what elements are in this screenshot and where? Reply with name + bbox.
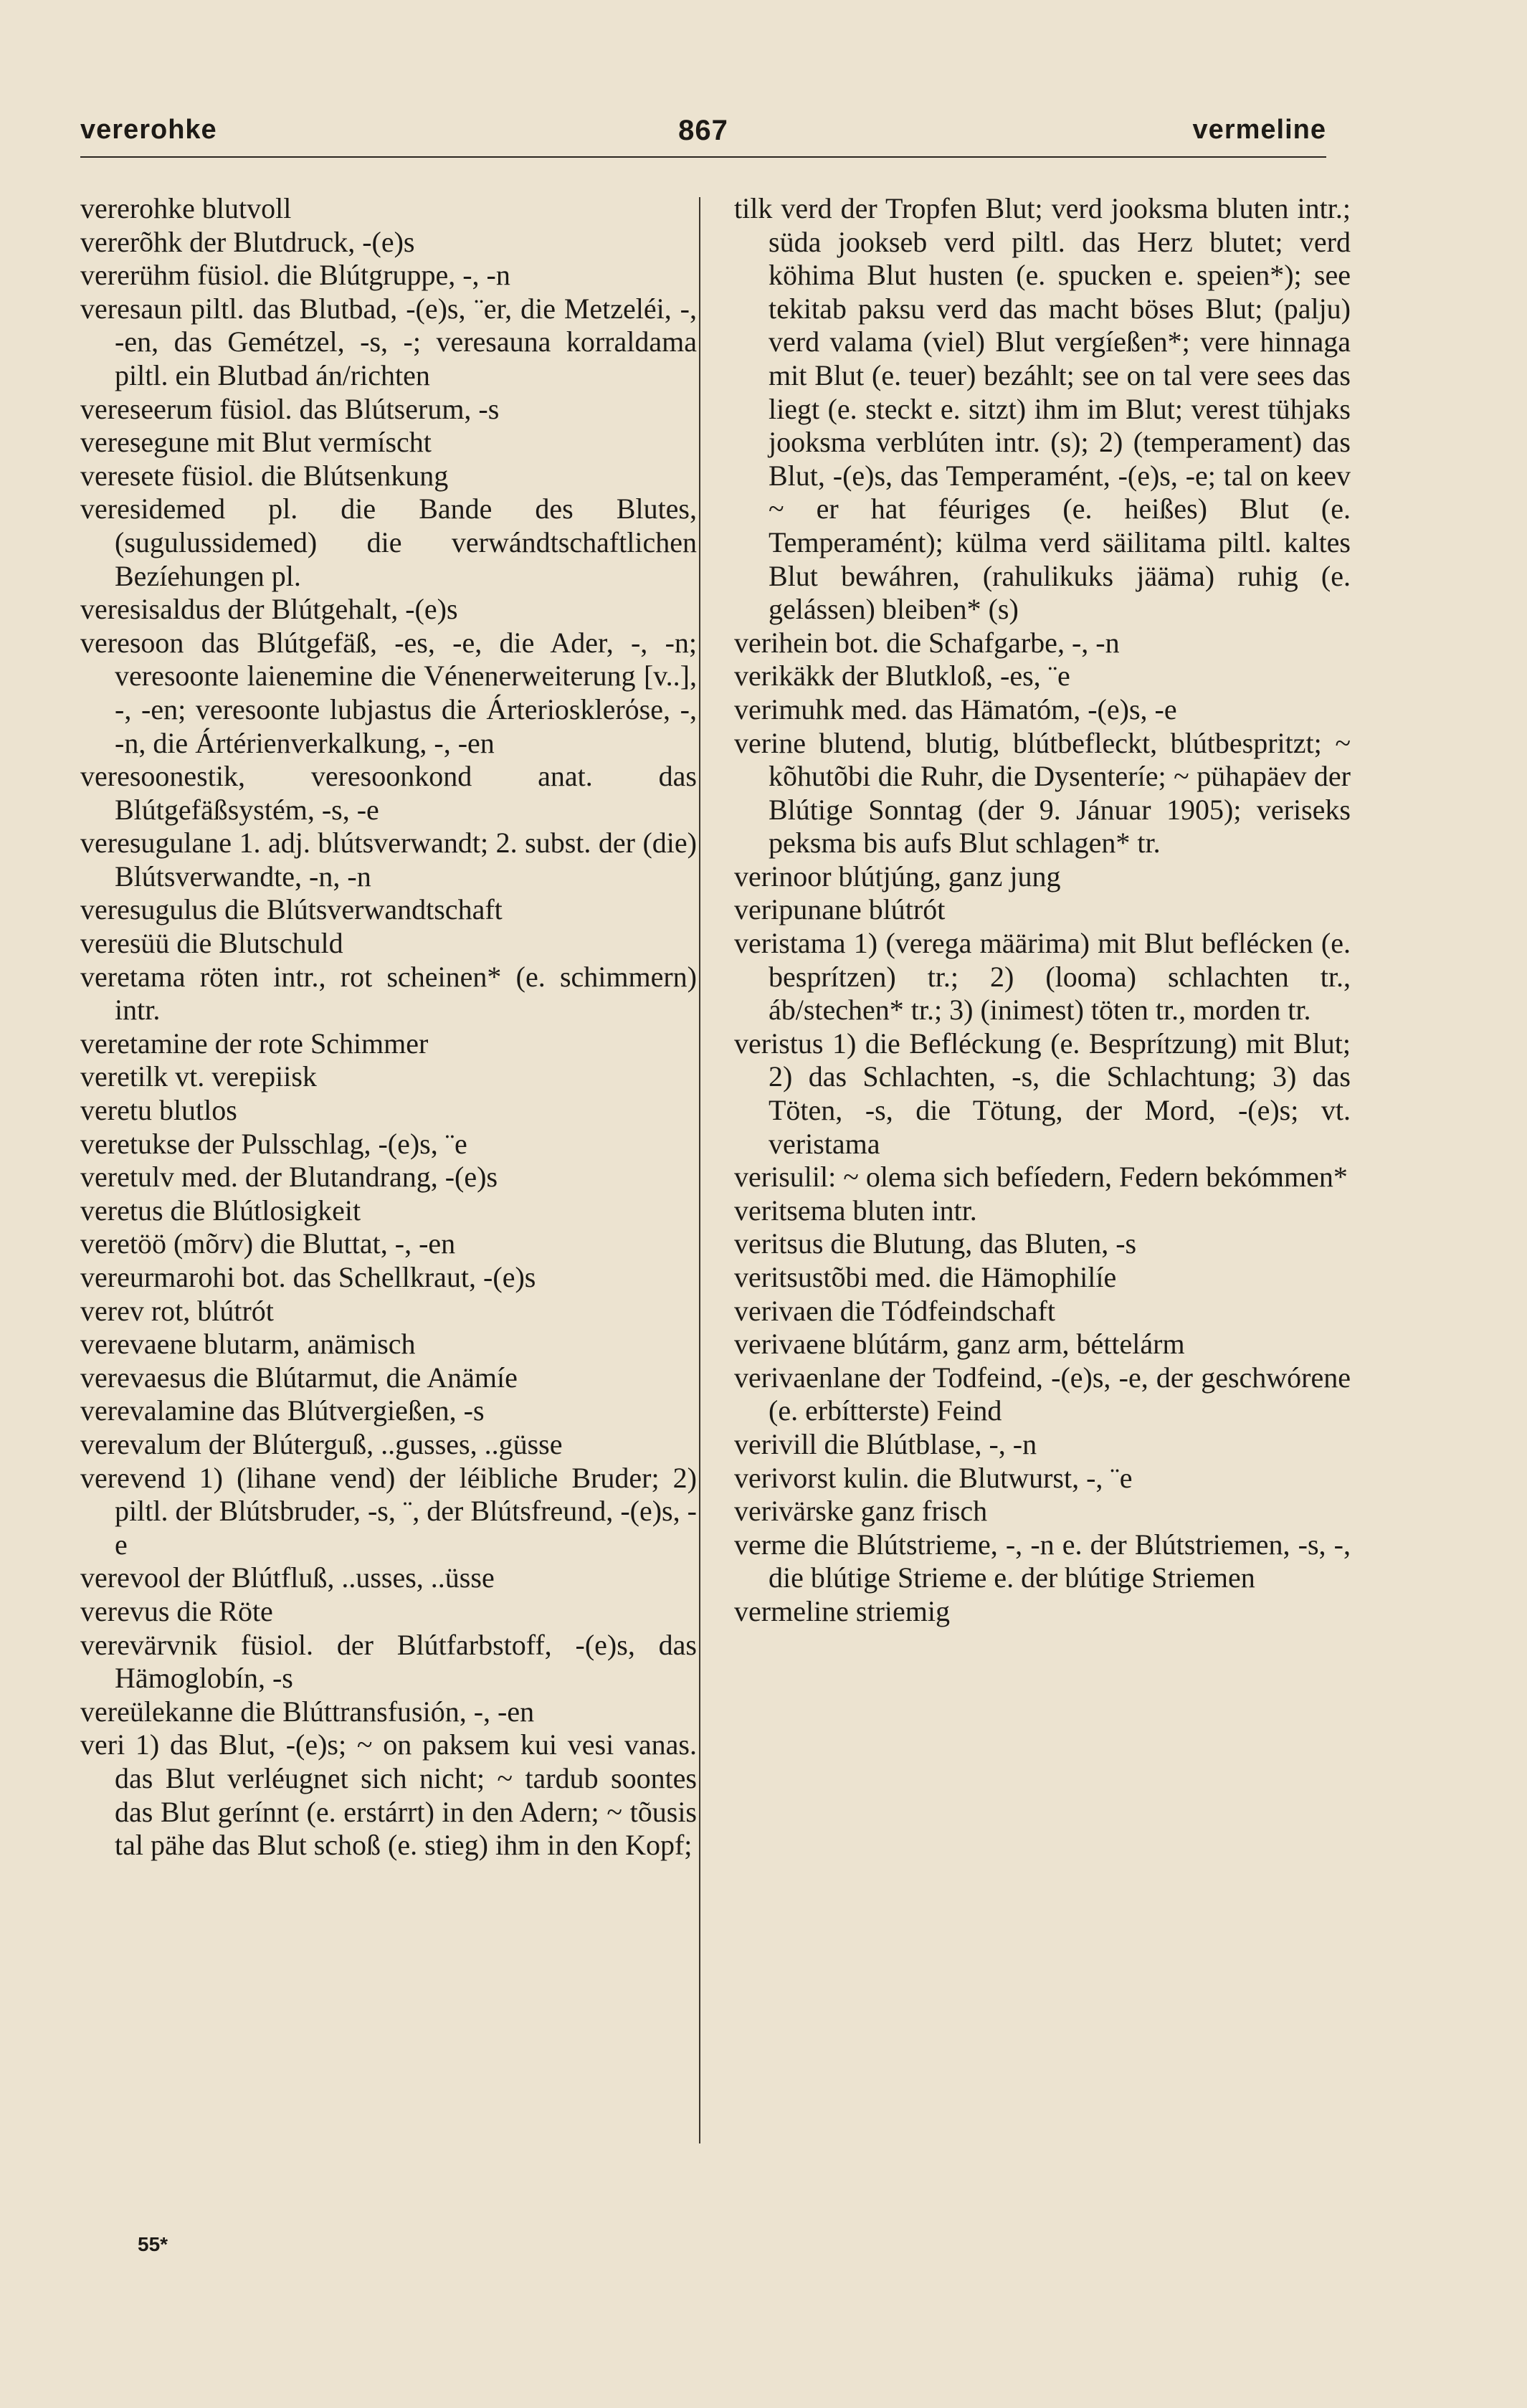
dictionary-entry: veritsus die Blutung, das Bluten, -s bbox=[734, 1227, 1137, 1260]
dictionary-entry: veri 1) das Blut, -(e)s; ~ on paksem kui vesi vanas. das Blut verléugnet sich nicht; ~ tardub soontes das Blut gerínnt (e. erstárrt) in den Adern; ~ tõusis tal pähe das Blut schoß (e. stieg) ihm in den Kopf; bbox=[80, 1728, 697, 1862]
dictionary-entry: verivill die Blútblase, -, -n bbox=[734, 1427, 1037, 1460]
dictionary-entry: verivärske ganz frisch bbox=[734, 1495, 988, 1528]
dictionary-entry: verikäkk der Blutkloß, -es, ¨e bbox=[734, 660, 1070, 693]
dictionary-entry: veristama 1) (verega määrima) mit Blut beflécken (e. besprítzen) tr.; 2) (looma) schlachten tr., áb/stechen* tr.; 3) (inimest) töten tr., morden tr. bbox=[734, 927, 1351, 1027]
right-guide-word: vermeline bbox=[1192, 115, 1326, 145]
dictionary-entry: tilk verd der Tropfen Blut; verd jooksma bluten intr.; süda jookseb verd piltl. das Herz blutet; verd köhima Blut husten (e. spucken e. speien*); see tekitab paksu verd das macht böses Blut; (palju) verd valama (viel) Blut vergíeßen*; vere hinnaga mit Blut (e. teuer) bezáhlt; see on tal vere sees das liegt (e. steckt e. sitzt) ihm im Blut; verest tühjaks jooksma verblúten intr. (s); 2) (temperament) das Blut, -(e)s, das Temperamént, -(e)s, -e; tal on keev ~ er hat féuriges (e. heißes) Blut (e. Temperamént); külma verd säilitama piltl. kaltes Blut bewáhren, (rahulikuks jääma) ruhig (e. gelássen) bleiben* (s) bbox=[734, 192, 1351, 626]
dictionary-entry: verivaen die Tódfeindschaft bbox=[734, 1294, 1055, 1327]
dictionary-entry: veresete füsiol. die Blútsenkung bbox=[80, 459, 449, 492]
dictionary-entry: veretukse der Pulsschlag, -(e)s, ¨e bbox=[80, 1127, 467, 1160]
column-divider bbox=[699, 197, 700, 2143]
dictionary-entry: verevaesus die Blútarmut, die Anämíe bbox=[80, 1361, 518, 1394]
dictionary-entry: verivaenlane der Todfeind, -(e)s, -e, der geschwórene (e. erbítterste) Feind bbox=[734, 1361, 1351, 1427]
dictionary-entry: vererühm füsiol. die Blútgruppe, -, -n bbox=[80, 259, 510, 292]
dictionary-entry: veresüü die Blutschuld bbox=[80, 927, 343, 960]
dictionary-entry: vereülekanne die Blúttransfusión, -, -en bbox=[80, 1695, 535, 1728]
dictionary-entry: veresegune mit Blut vermíscht bbox=[80, 426, 432, 459]
dictionary-entry: verme die Blútstrieme, -, -n e. der Blútstriemen, -s, -, die blútige Strieme e. der blútige Striemen bbox=[734, 1528, 1351, 1594]
dictionary-entry: verevärvnik füsiol. der Blútfarbstoff, -(e)s, das Hämoglobín, -s bbox=[80, 1628, 697, 1695]
page-number: 867 bbox=[678, 115, 728, 146]
dictionary-entry: veritsema bluten intr. bbox=[734, 1194, 977, 1227]
dictionary-entry: veretulv med. der Blutandrang, -(e)s bbox=[80, 1161, 498, 1194]
dictionary-entry: vereseerum füsiol. das Blútserum, -s bbox=[80, 392, 500, 425]
signature-mark: 55* bbox=[138, 2233, 168, 2255]
dictionary-entry: vereurmarohi bot. das Schellkraut, -(e)s bbox=[80, 1261, 536, 1293]
left-column bbox=[80, 192, 697, 1862]
dictionary-entry: vermeline striemig bbox=[734, 1594, 951, 1627]
header-rule bbox=[80, 156, 1326, 158]
dictionary-entry: verivorst kulin. die Blutwurst, -, ¨e bbox=[734, 1461, 1133, 1494]
dictionary-entry: veristus 1) die Befléckung (e. Besprítzung) mit Blut; 2) das Schlachten, -s, die Schlachtung; 3) das Töten, -s, die Tötung, der Mord, -(e)s; vt. veristama bbox=[734, 1027, 1351, 1160]
dictionary-entry: verinoor blútjúng, ganz jung bbox=[734, 860, 1061, 893]
dictionary-entry: veretilk vt. verepiisk bbox=[80, 1060, 317, 1093]
dictionary-entry: veretama röten intr., rot scheinen* (e. schimmern) intr. bbox=[80, 960, 697, 1027]
dictionary-entry: vererõhk der Blutdruck, -(e)s bbox=[80, 225, 415, 258]
dictionary-entry: verevend 1) (lihane vend) der léibliche Bruder; 2) piltl. der Blútsbruder, -s, ¨, der Blútsfreund, -(e)s, -e bbox=[80, 1461, 697, 1561]
dictionary-entry: verimuhk med. das Hämatóm, -(e)s, -e bbox=[734, 693, 1177, 725]
dictionary-entry: verisulil: ~ olema sich befíedern, Federn bekómmen* bbox=[734, 1161, 1348, 1194]
dictionary-entry: veretu blutlos bbox=[80, 1094, 237, 1127]
dictionary-entry: vererohke blutvoll bbox=[80, 192, 292, 224]
dictionary-entry: veretamine der rote Schimmer bbox=[80, 1027, 429, 1060]
left-guide-word: vererohke bbox=[80, 115, 217, 145]
dictionary-entry: veretus die Blútlosigkeit bbox=[80, 1194, 361, 1227]
dictionary-entry: veresisaldus der Blútgehalt, -(e)s bbox=[80, 593, 458, 626]
dictionary-entry: veresoonestik, veresoonkond anat. das Blútgefäßsystém, -s, -e bbox=[80, 760, 697, 826]
dictionary-entry: veresoon das Blútgefäß, -es, -e, die Ader, -, -n; veresoonte laienemine die Vénenerweiterung [v..], -, -en; veresoonte lubjastus die Árteriosklerόse, -, -n, die Ártérienverkalkung, -, -en bbox=[80, 626, 697, 759]
dictionary-entry: verevus die Röte bbox=[80, 1594, 273, 1627]
dictionary-entry: verevalamine das Blútvergießen, -s bbox=[80, 1394, 485, 1427]
dictionary-entry: verivaene blútárm, ganz arm, béttelárm bbox=[734, 1328, 1185, 1361]
dictionary-entry: verev rot, blútrót bbox=[80, 1294, 274, 1327]
dictionary-entry: veresaun piltl. das Blutbad, -(e)s, ¨er, die Metzeléi, -, -en, das Gemétzel, -s, -; veresauna korraldama piltl. ein Blutbad án/richten bbox=[80, 292, 697, 391]
dictionary-entry: veripunane blútrót bbox=[734, 893, 946, 926]
dictionary-entry: verevool der Blútfluß, ..usses, ..üsse bbox=[80, 1561, 495, 1594]
dictionary-entry: veritsustõbi med. die Hämophilíe bbox=[734, 1261, 1117, 1293]
dictionary-entry: veresugulane 1. adj. blútsverwandt; 2. subst. der (die) Blútsverwandte, -n, -n bbox=[80, 827, 697, 893]
right-column bbox=[734, 192, 1351, 1629]
dictionary-entry: verine blutend, blutig, blútbefleckt, blútbespritzt; ~ kõhutõbi die Ruhr, die Dysenteríe; ~ pühapäev der Blútige Sonntag (der 9. Jánuar 1905); veriseks peksma bis aufs Blut schlagen* tr. bbox=[734, 726, 1351, 860]
dictionary-entry: veresugulus die Blútsverwandtschaft bbox=[80, 893, 503, 926]
dictionary-entry: veresidemed pl. die Bande des Blutes, (sugulussidemed) die verwándtschaftlichen Bezíehungen pl. bbox=[80, 492, 697, 592]
dictionary-entry: veretöö (mõrv) die Bluttat, -, -en bbox=[80, 1227, 456, 1260]
dictionary-entry: verevaene blutarm, anämisch bbox=[80, 1328, 416, 1361]
dictionary-entry: verevalum der Blúterguß, ..gusses, ..güsse bbox=[80, 1427, 563, 1460]
dictionary-entry: verihein bot. die Schafgarbe, -, -n bbox=[734, 626, 1120, 659]
